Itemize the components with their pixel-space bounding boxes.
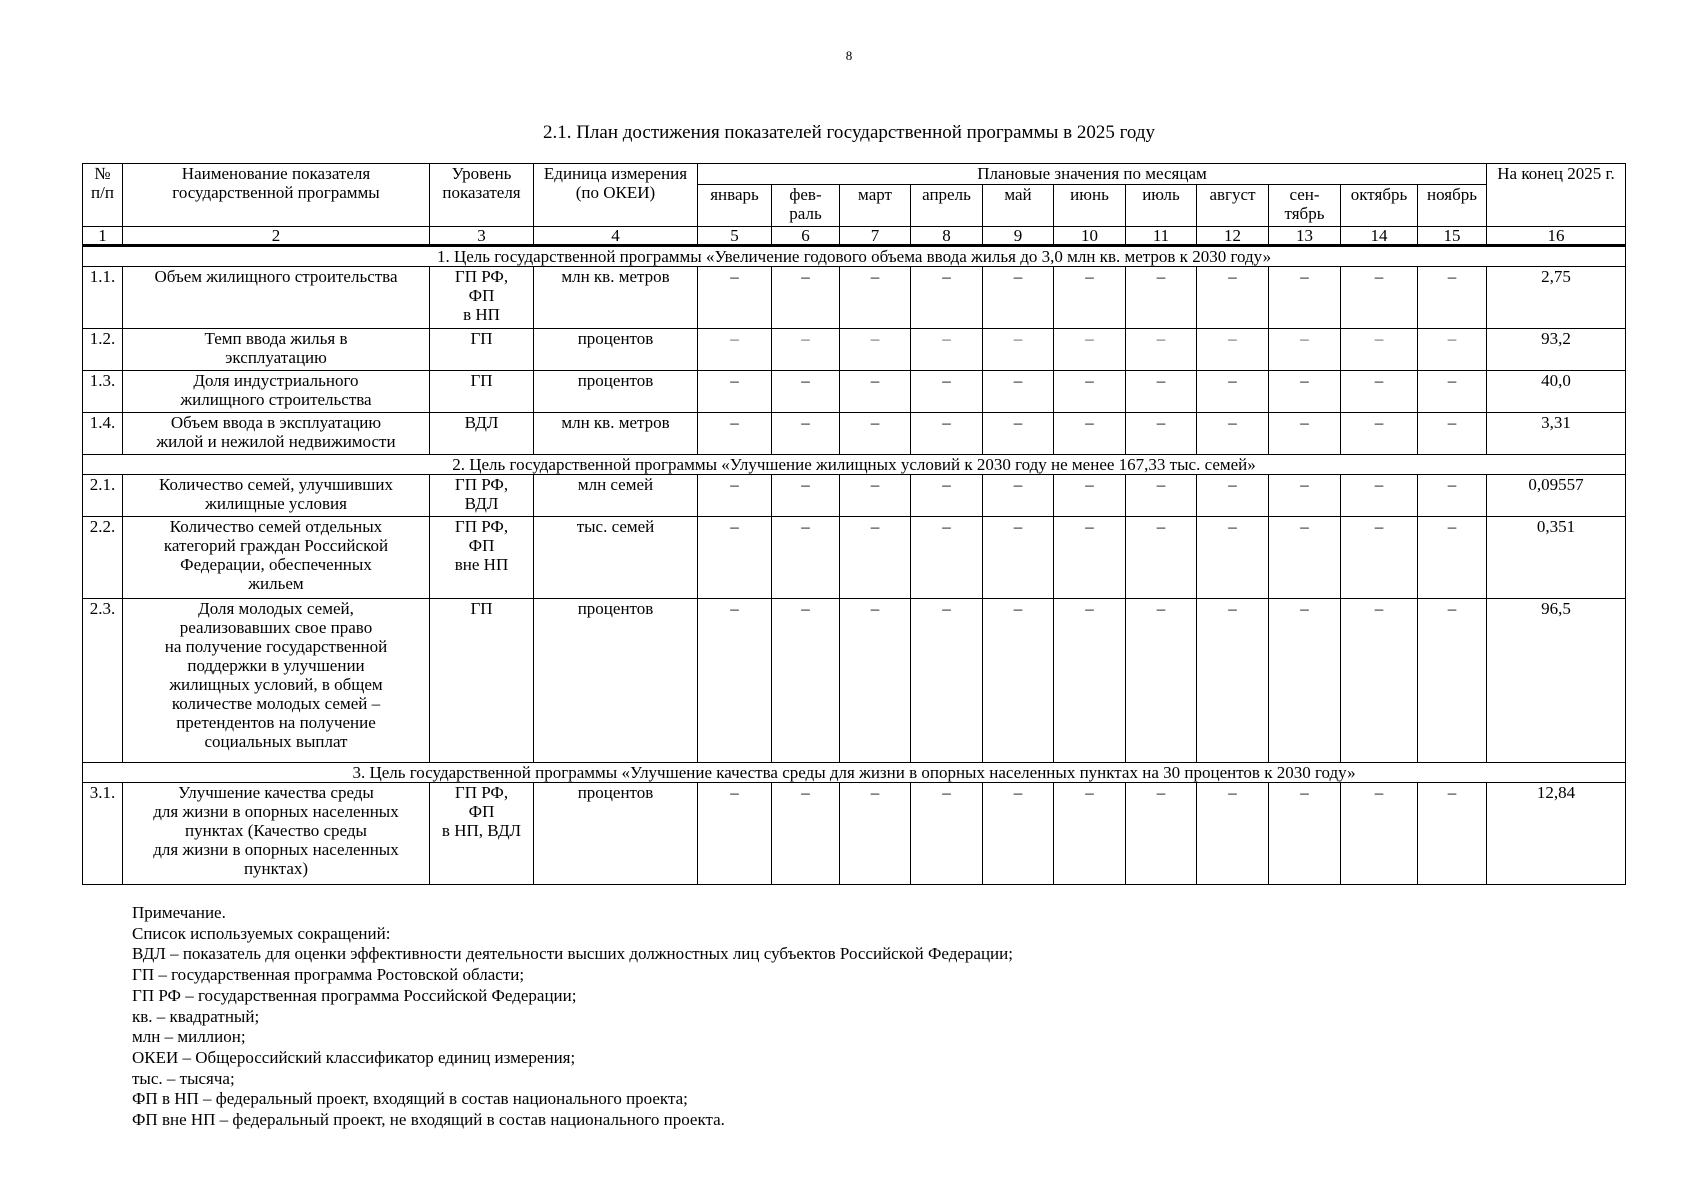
month-value: – bbox=[983, 413, 1054, 455]
row-number: 3.1. bbox=[83, 783, 123, 885]
row-number: 1.3. bbox=[83, 371, 123, 413]
month-value: – bbox=[1197, 329, 1269, 371]
row-number: 1.2. bbox=[83, 329, 123, 371]
indicator-name: Количество семей, улучшивших жилищные условия bbox=[123, 475, 430, 517]
month-value: – bbox=[1126, 329, 1197, 371]
end-of-year-value: 3,31 bbox=[1487, 413, 1626, 455]
month-value: – bbox=[1197, 475, 1269, 517]
indicator-name: Доля индустриального жилищного строительства bbox=[123, 371, 430, 413]
note-line: ГП – государственная программа Ростовской области; bbox=[132, 965, 525, 985]
goal-title: 1. Цель государственной программы «Увеличение годового объема ввода жилья до 3,0 млн кв. метров к 2030 году» bbox=[83, 246, 1626, 267]
month-value: – bbox=[1418, 371, 1487, 413]
month-value: – bbox=[983, 371, 1054, 413]
table-header bbox=[83, 164, 1626, 246]
month-value: – bbox=[1054, 783, 1126, 885]
indicator-level: ВДЛ bbox=[430, 413, 534, 455]
table-row bbox=[83, 783, 1626, 885]
header-end-of-year: На конец 2025 г. bbox=[1487, 164, 1626, 227]
end-of-year-value: 40,0 bbox=[1487, 371, 1626, 413]
month-value: – bbox=[1054, 475, 1126, 517]
indicator-unit: процентов bbox=[534, 329, 698, 371]
goal-title: 2. Цель государственной программы «Улучшение жилищных условий к 2030 году не менее 167,33 тыс. семей» bbox=[83, 455, 1626, 475]
month-value: – bbox=[840, 413, 911, 455]
header-month-2: фев- раль bbox=[772, 185, 840, 227]
indicator-unit: млн кв. метров bbox=[534, 413, 698, 455]
indicator-unit: тыс. семей bbox=[534, 517, 698, 599]
indicator-name: Объем ввода в эксплуатацию жилой и нежилой недвижимости bbox=[123, 413, 430, 455]
notes-heading: Примечание. bbox=[132, 903, 226, 922]
month-value: – bbox=[840, 783, 911, 885]
month-value: – bbox=[698, 413, 772, 455]
goal-title: 3. Цель государственной программы «Улучшение качества среды для жизни в опорных населенных пунктах на 30 процентов к 2030 году» bbox=[83, 763, 1626, 783]
month-value: – bbox=[1341, 517, 1418, 599]
month-value: – bbox=[1341, 267, 1418, 329]
header-month-7: июль bbox=[1126, 185, 1197, 227]
month-value: – bbox=[772, 599, 840, 763]
header-month-5: май bbox=[983, 185, 1054, 227]
row-number: 1.4. bbox=[83, 413, 123, 455]
month-value: – bbox=[772, 517, 840, 599]
column-number: 2 bbox=[123, 227, 430, 246]
column-number: 10 bbox=[1054, 227, 1126, 246]
indicator-unit: млн семей bbox=[534, 475, 698, 517]
header-month-1: январь bbox=[698, 185, 772, 227]
table-body bbox=[83, 246, 1626, 885]
column-number: 15 bbox=[1418, 227, 1487, 246]
header-month-3: март bbox=[840, 185, 911, 227]
month-value: – bbox=[1197, 599, 1269, 763]
month-value: – bbox=[983, 599, 1054, 763]
month-value: – bbox=[698, 329, 772, 371]
month-value: – bbox=[1418, 475, 1487, 517]
month-value: – bbox=[1126, 475, 1197, 517]
month-value: – bbox=[1054, 599, 1126, 763]
column-number: 1 bbox=[83, 227, 123, 246]
month-value: – bbox=[1054, 329, 1126, 371]
month-value: – bbox=[698, 475, 772, 517]
column-number: 9 bbox=[983, 227, 1054, 246]
header-num: № п/п bbox=[83, 164, 123, 227]
note-line: ОКЕИ – Общероссийский классификатор единиц измерения; bbox=[132, 1047, 576, 1067]
header-level: Уровень показателя bbox=[430, 164, 534, 227]
month-value: – bbox=[983, 475, 1054, 517]
month-value: – bbox=[840, 329, 911, 371]
indicator-level: ГП РФ, ФП вне НП bbox=[430, 517, 534, 599]
indicator-level: ГП bbox=[430, 371, 534, 413]
month-value: – bbox=[1269, 599, 1341, 763]
table-row bbox=[83, 517, 1626, 599]
month-value: – bbox=[1269, 329, 1341, 371]
indicator-level: ГП bbox=[430, 599, 534, 763]
end-of-year-value: 0,351 bbox=[1487, 517, 1626, 599]
note-line: ВДЛ – показатель для оценки эффективности деятельности высших должностных лиц субъектов Российской Федерации; bbox=[132, 944, 1013, 964]
table-row bbox=[83, 475, 1626, 517]
end-of-year-value: 2,75 bbox=[1487, 267, 1626, 329]
month-value: – bbox=[840, 599, 911, 763]
note-line: млн – миллион; bbox=[132, 1027, 246, 1047]
end-of-year-value: 93,2 bbox=[1487, 329, 1626, 371]
end-of-year-value: 12,84 bbox=[1487, 783, 1626, 885]
row-number: 2.2. bbox=[83, 517, 123, 599]
document-title: 2.1. План достижения показателей государственной программы в 2025 году bbox=[542, 122, 1156, 143]
month-value: – bbox=[1126, 371, 1197, 413]
indicator-name: Темп ввода жилья в эксплуатацию bbox=[123, 329, 430, 371]
month-value: – bbox=[1418, 783, 1487, 885]
month-value: – bbox=[698, 783, 772, 885]
page-number: 8 bbox=[845, 48, 853, 63]
month-value: – bbox=[698, 517, 772, 599]
month-value: – bbox=[1126, 517, 1197, 599]
month-value: – bbox=[1341, 783, 1418, 885]
month-value: – bbox=[1341, 475, 1418, 517]
column-number: 8 bbox=[911, 227, 983, 246]
month-value: – bbox=[772, 475, 840, 517]
goal-row bbox=[83, 246, 1626, 267]
row-number: 2.3. bbox=[83, 599, 123, 763]
month-value: – bbox=[772, 783, 840, 885]
month-value: – bbox=[983, 783, 1054, 885]
indicator-level: ГП РФ, ФП в НП bbox=[430, 267, 534, 329]
month-value: – bbox=[840, 475, 911, 517]
month-value: – bbox=[1126, 413, 1197, 455]
month-value: – bbox=[1197, 413, 1269, 455]
month-value: – bbox=[1418, 413, 1487, 455]
month-value: – bbox=[1197, 371, 1269, 413]
table-row bbox=[83, 329, 1626, 371]
month-value: – bbox=[1126, 599, 1197, 763]
month-value: – bbox=[911, 267, 983, 329]
note-line: ФП в НП – федеральный проект, входящий в состав национального проекта; bbox=[132, 1089, 688, 1109]
header-unit: Единица измерения (по ОКЕИ) bbox=[534, 164, 698, 227]
column-number: 5 bbox=[698, 227, 772, 246]
table-row bbox=[83, 599, 1626, 763]
month-value: – bbox=[1269, 517, 1341, 599]
month-value: – bbox=[1126, 267, 1197, 329]
month-value: – bbox=[1054, 413, 1126, 455]
note-line: ФП вне НП – федеральный проект, не входящий в состав национального проекта. bbox=[132, 1110, 725, 1130]
row-number: 2.1. bbox=[83, 475, 123, 517]
header-month-11: ноябрь bbox=[1418, 185, 1487, 227]
month-value: – bbox=[1341, 371, 1418, 413]
month-value: – bbox=[911, 329, 983, 371]
month-value: – bbox=[911, 783, 983, 885]
month-value: – bbox=[911, 517, 983, 599]
column-number: 7 bbox=[840, 227, 911, 246]
month-value: – bbox=[772, 371, 840, 413]
month-value: – bbox=[840, 371, 911, 413]
month-value: – bbox=[1197, 783, 1269, 885]
month-value: – bbox=[698, 371, 772, 413]
header-month-10: октябрь bbox=[1341, 185, 1418, 227]
column-number: 6 bbox=[772, 227, 840, 246]
month-value: – bbox=[1197, 267, 1269, 329]
month-value: – bbox=[1054, 517, 1126, 599]
note-line: кв. – квадратный; bbox=[132, 1006, 260, 1026]
month-value: – bbox=[1054, 371, 1126, 413]
note-line: ГП РФ – государственная программа Российской Федерации; bbox=[132, 985, 577, 1005]
header-month-8: август bbox=[1197, 185, 1269, 227]
row-number: 1.1. bbox=[83, 267, 123, 329]
indicator-level: ГП РФ, ВДЛ bbox=[430, 475, 534, 517]
month-value: – bbox=[911, 599, 983, 763]
month-value: – bbox=[983, 267, 1054, 329]
month-value: – bbox=[1126, 783, 1197, 885]
indicator-plan-table bbox=[82, 163, 1626, 885]
month-value: – bbox=[1054, 267, 1126, 329]
month-value: – bbox=[1418, 517, 1487, 599]
header-month-4: апрель bbox=[911, 185, 983, 227]
indicator-unit: процентов bbox=[534, 599, 698, 763]
header-month-6: июнь bbox=[1054, 185, 1126, 227]
month-value: – bbox=[698, 599, 772, 763]
table-row bbox=[83, 413, 1626, 455]
column-number: 4 bbox=[534, 227, 698, 246]
table-row bbox=[83, 267, 1626, 329]
header-monthly: Плановые значения по месяцам bbox=[698, 164, 1487, 185]
notes-block bbox=[132, 903, 1013, 1131]
column-number: 3 bbox=[430, 227, 534, 246]
month-value: – bbox=[840, 267, 911, 329]
month-value: – bbox=[1269, 413, 1341, 455]
month-value: – bbox=[911, 475, 983, 517]
month-value: – bbox=[840, 517, 911, 599]
month-value: – bbox=[1269, 371, 1341, 413]
month-value: – bbox=[1197, 517, 1269, 599]
month-value: – bbox=[983, 329, 1054, 371]
end-of-year-value: 0,09557 bbox=[1487, 475, 1626, 517]
column-number: 13 bbox=[1269, 227, 1341, 246]
indicator-name: Объем жилищного строительства bbox=[123, 267, 430, 329]
month-value: – bbox=[911, 371, 983, 413]
indicator-level: ГП РФ, ФП в НП, ВДЛ bbox=[430, 783, 534, 885]
header-month-9: сен- тябрь bbox=[1269, 185, 1341, 227]
month-value: – bbox=[983, 517, 1054, 599]
indicator-name: Доля молодых семей, реализовавших свое право на получение государственной поддержки в улучшении жилищных условий, в общем количестве молодых семей – претендентов на получение социальных выплат bbox=[123, 599, 430, 763]
column-number: 16 bbox=[1487, 227, 1626, 246]
table-row bbox=[83, 371, 1626, 413]
end-of-year-value: 96,5 bbox=[1487, 599, 1626, 763]
month-value: – bbox=[1341, 599, 1418, 763]
month-value: – bbox=[772, 413, 840, 455]
month-value: – bbox=[772, 267, 840, 329]
month-value: – bbox=[1341, 329, 1418, 371]
indicator-level: ГП bbox=[430, 329, 534, 371]
goal-row bbox=[83, 763, 1626, 783]
month-value: – bbox=[911, 413, 983, 455]
note-line: Список используемых сокращений: bbox=[132, 923, 391, 943]
header-name: Наименование показателя государственной программы bbox=[123, 164, 430, 227]
month-value: – bbox=[1269, 783, 1341, 885]
month-value: – bbox=[1341, 413, 1418, 455]
indicator-unit: млн кв. метров bbox=[534, 267, 698, 329]
indicator-unit: процентов bbox=[534, 783, 698, 885]
indicator-name: Улучшение качества среды для жизни в опорных населенных пунктах (Качество среды для жизни в опорных населенных пунктах) bbox=[123, 783, 430, 885]
month-value: – bbox=[1418, 267, 1487, 329]
month-value: – bbox=[1269, 267, 1341, 329]
note-line: тыс. – тысяча; bbox=[132, 1068, 235, 1088]
month-value: – bbox=[698, 267, 772, 329]
column-number: 12 bbox=[1197, 227, 1269, 246]
month-value: – bbox=[1269, 475, 1341, 517]
indicator-name: Количество семей отдельных категорий граждан Российской Федерации, обеспеченных жильем bbox=[123, 517, 430, 599]
column-number: 14 bbox=[1341, 227, 1418, 246]
goal-row bbox=[83, 455, 1626, 475]
indicator-unit: процентов bbox=[534, 371, 698, 413]
month-value: – bbox=[772, 329, 840, 371]
column-number: 11 bbox=[1126, 227, 1197, 246]
month-value: – bbox=[1418, 599, 1487, 763]
month-value: – bbox=[1418, 329, 1487, 371]
